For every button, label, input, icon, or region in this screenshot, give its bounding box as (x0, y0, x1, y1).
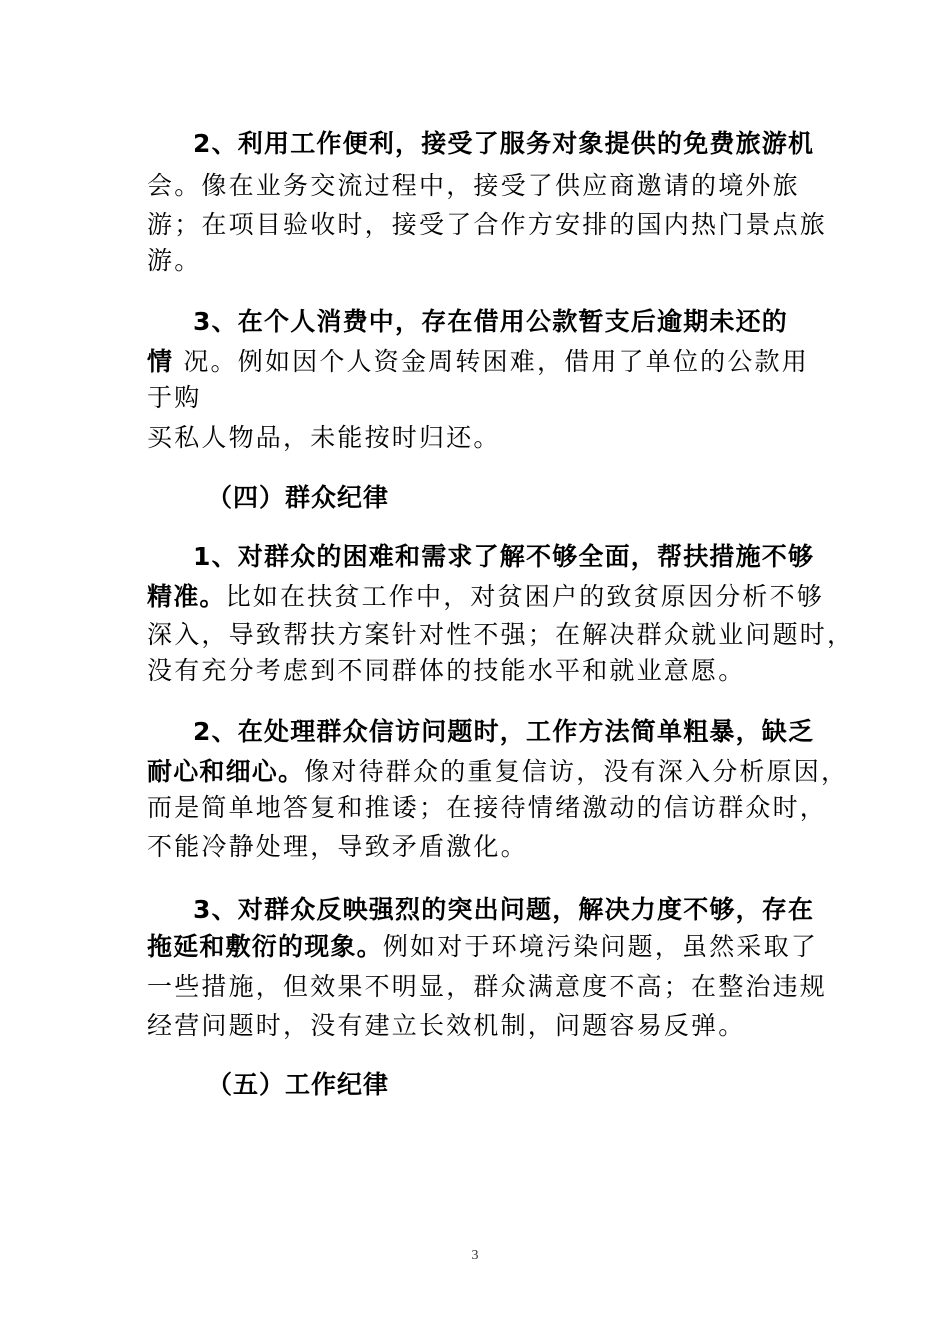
para3-line1: 1、对群众的困难和需求了解不够全面，帮扶措施不够 (193, 542, 815, 571)
para5-line2-rest: 例如对于环境污染问题，虽然采取了 (382, 932, 819, 961)
section-heading-4: （四）群众纪律 (207, 483, 390, 512)
para5-line4: 经营问题时，没有建立长效机制，问题容易反弹。 (147, 1011, 746, 1040)
para2-line2 (147, 345, 809, 379)
para3-line4: 没有充分考虑到不同群体的技能水平和就业意愿。 (147, 656, 746, 685)
para5-line3: 一些措施，但效果不明显，群众满意度不高；在整治违规 (147, 972, 828, 1001)
para1-line3: 游；在项目验收时，接受了合作方安排的国内热门景点旅 (147, 210, 828, 239)
para3-line2 (147, 580, 824, 614)
para3-line2-rest: 比如在扶贫工作中，对贫困户的致贫原因分析不够 (225, 582, 825, 611)
para4-line4: 不能冷静处理，导致矛盾激化。 (147, 832, 528, 861)
section-heading-5: （五）工作纪律 (207, 1070, 390, 1099)
para5-line2-bold: 拖延和敷衍的现象。 (147, 932, 383, 961)
para2-line1: 3、在个人消费中，存在借用公款暂支后逾期未还的 (193, 307, 788, 336)
para3-line3: 深入，导致帮扶方案针对性不强；在解决群众就业问题时， (147, 620, 855, 649)
para4-line1: 2、在处理群众信访问题时，工作方法简单粗暴，缺乏 (193, 717, 815, 746)
para2-line2-rest: 况。例如因个人资金周转困难，借用了单位的公款用 (173, 347, 809, 376)
para4-line2 (147, 755, 848, 789)
para2-line3: 于购 (147, 383, 202, 412)
para1-line2: 会。像在业务交流过程中，接受了供应商邀请的境外旅 (147, 171, 800, 200)
para2-line4: 买私人物品，未能按时归还。 (147, 423, 501, 452)
para4-line2-bold: 耐心和细心。 (147, 757, 305, 786)
para5-line1: 3、对群众反映强烈的突出问题，解决力度不够，存在 (193, 895, 815, 924)
para4-line2-rest: 像对待群众的重复信访，没有深入分析原因， (304, 757, 849, 786)
para1-line1: 2、利用工作便利，接受了服务对象提供的免费旅游机 (193, 129, 815, 158)
para2-line2-bold: 情 (147, 347, 174, 376)
para3-line2-bold: 精准。 (147, 582, 226, 611)
page-number: 3 (471, 1248, 479, 1263)
para4-line3: 而是简单地答复和推诿；在接待情绪激动的信访群众时， (147, 793, 828, 822)
para1-line4: 游。 (147, 246, 202, 275)
para5-line2 (147, 930, 818, 964)
